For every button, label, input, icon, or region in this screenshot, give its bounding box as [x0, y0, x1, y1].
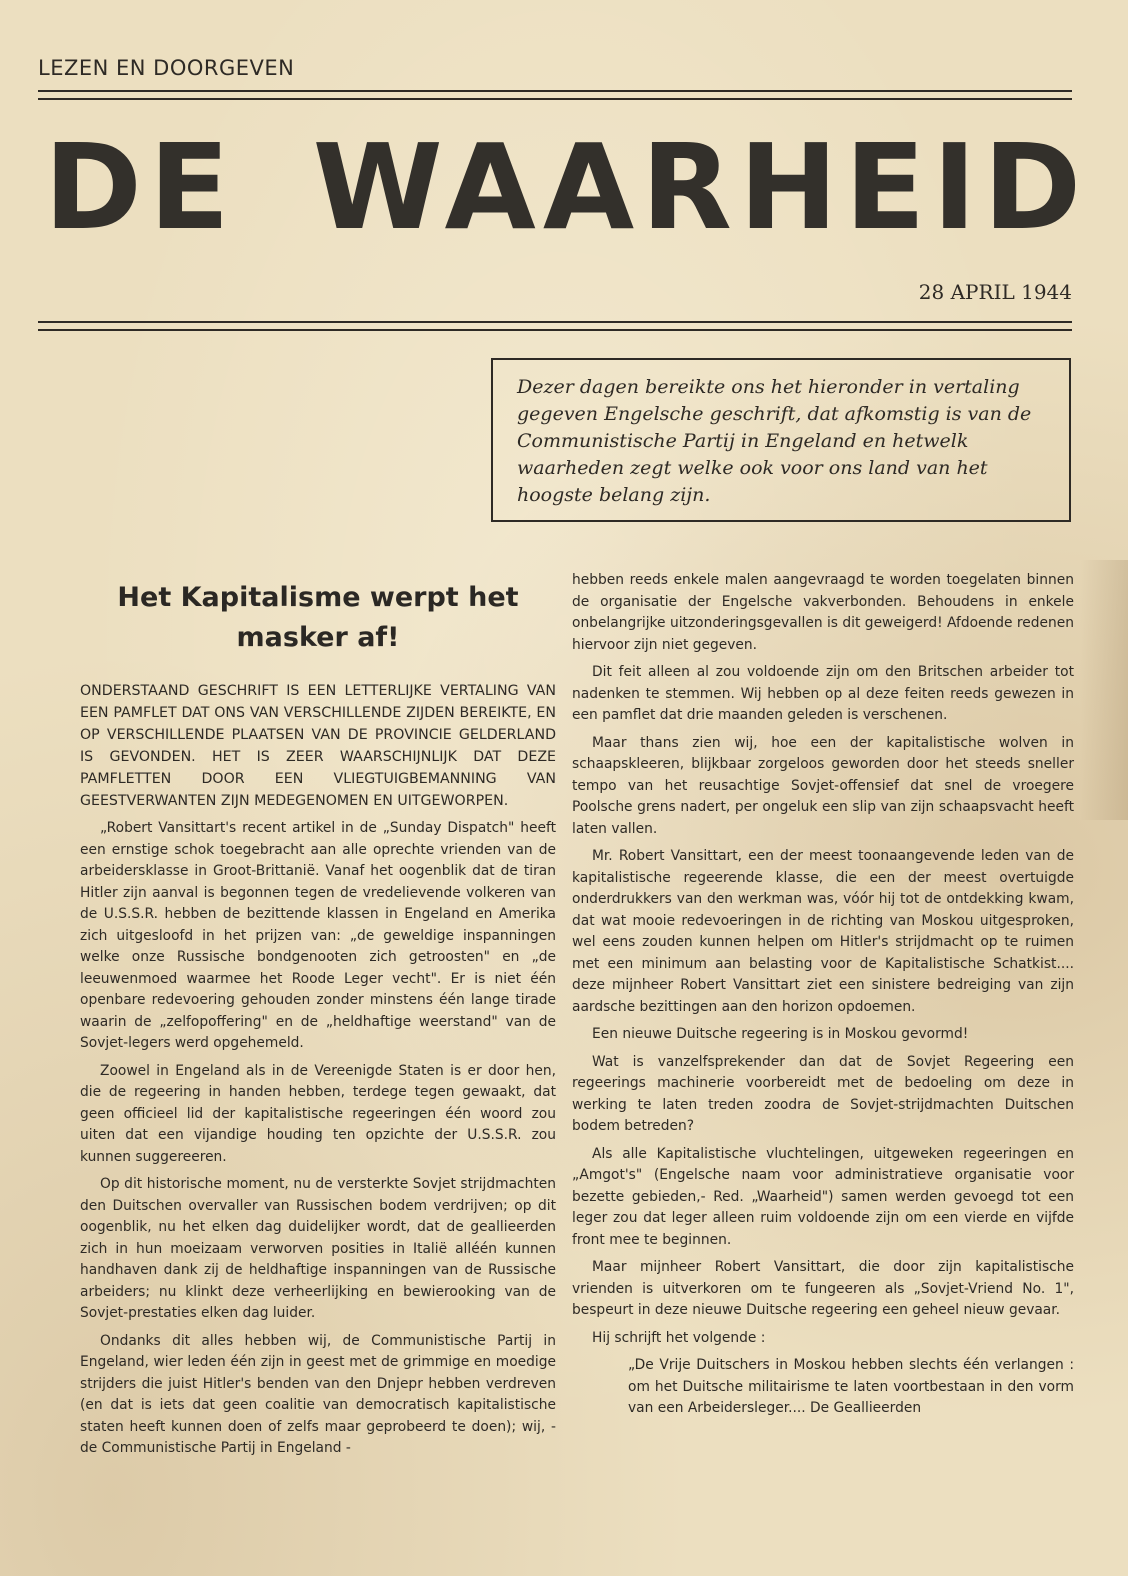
article-headline: Het Kapitalisme werpt het masker af! — [117, 582, 519, 653]
intro-box — [491, 358, 1071, 522]
quotation: „De Vrije Duitschers in Moskou hebben slechts één verlangen : om het Duitsche militairisme te laten voortbestaan in den vorm van een Arbeidersleger.... De Geallieerden — [628, 1357, 1074, 1416]
issue-date: 28 APRIL 1944 — [918, 280, 1072, 304]
bottom-double-rule — [38, 321, 1072, 331]
right-column — [572, 570, 1074, 1426]
left-column — [80, 570, 556, 1466]
left-paragraph-3: Op dit historische moment, nu de versterkte Sovjet strijdmachten den Duitschen overvaller van Russischen bodem verdrijven; op dit oogenblik, nu het elken dag duidelijker wordt, dat de geallieerden zich in hun moeizaam verworven posities in Italië alléén kunnen handhaven dank zij de heldhaftige inspanningen van de Russische arbeiders; nu klinkt deze verheerlijking en bewierooking van de Sovjet-prestaties elken dag luider. — [80, 1176, 556, 1321]
article-lead: ONDERSTAAND GESCHRIFT IS EEN LETTERLIJKE VERTALING VAN EEN PAMFLET DAT ONS VAN VERSCHILLENDE ZIJDEN BEREIKTE, EN OP VERSCHILLENDE PLAATSEN VAN DE PROVINCIE GELDERLAND IS GEVONDEN. HET IS ZEER WAARSCHIJNLIJK DAT DEZE PAMFLETTEN DOOR EEN VLIEGTUIGBEMANNING VAN GEESTVERWANTEN ZIJN MEDEGENOMEN EN UITGEWORPEN. — [80, 683, 556, 809]
left-paragraph-4: Ondanks dit alles hebben wij, de Communistische Partij in Engeland, wier leden één zijn in geest met de grimmige en moedige strijders die juist Hitler's benden van den Dnjepr hebben verdreven (en dat is iets dat geen coalitie van democratisch kapitalistische staten heeft kunnen doen of zelfs maar geprobeerd te doen); wij, - de Communistische Partij in Engeland - — [80, 1332, 556, 1456]
left-paragraph-1: „Robert Vansittart's recent artikel in de „Sunday Dispatch" heeft een ernstige schok toegebracht aan alle oprechte vrienden van de arbeidersklasse in Groot-Brittanië. Vanaf het oogenblik dat de tiran Hitler zijn aanval is begonnen tegen de vredelievende volkeren van de U.S.S.R. hebben de bezittende klassen in Engeland en Amerika zich uitgesloofd in het prijzen van: „de geweldige inspanningen welke onze Russische bondgenooten zich getroosten" en „de leeuwenmoed waarmee het Roode Leger vecht". Er is niet één openbare redevoering gehouden zonder minstens één lange tirade waarin de „zelfopoffering" en de „heldhaftige weerstand" van de Sovjet-legers werd opgehemeld. — [80, 820, 556, 1051]
kicker-text: LEZEN EN DOORGEVEN — [38, 56, 295, 80]
right-paragraph-1: hebben reeds enkele malen aangevraagd te worden toegelaten binnen de organisatie der Engelsche vakverbonden. Behoudens in enkele onbelangrijke uitzonderingsgevallen is dit geweigerd! Afdoende redenen hiervoor zijn niet gegeven. — [572, 572, 1074, 653]
right-paragraph-6: Wat is vanzelfsprekender dan dat de Sovjet Regeering een regeerings machinerie voorbereidt met de bedoeling om deze in werking te laten treden zoodra de Sovjet-strijdmachten Duitschen bodem betreden? — [572, 1053, 1074, 1134]
left-paragraph-2: Zoowel in Engeland als in de Vereenigde Staten is er door hen, die de regeering in handen hebben, terdege tegen gewaakt, dat geen officieel lid der kapitalistische regeeringen één woord zou uiten dat een vijandige houding ten opzichte der U.S.S.R. zou kunnen suggereeren. — [80, 1062, 556, 1165]
intro-text: Dezer dagen bereikte ons het hieronder in vertaling gegeven Engelsche geschrift, dat afkomstig is van de Communistische Partij in Engeland en hetwelk waarheden zegt welke ook voor ons land van het hoogste belang zijn. — [517, 376, 1032, 506]
top-double-rule — [38, 90, 1072, 100]
right-paragraph-7: Als alle Kapitalistische vluchtelingen, uitgeweken regeeringen en „Amgot's" (Engelsche naam voor administratieve organisatie voor bezette gebieden,- Red. „Waarheid") samen werden gevoegd tot een leger zou dat leger alleen ruim voldoende zijn om een vierde en vijfde front mee te beginnen. — [572, 1145, 1074, 1248]
right-paragraph-9: Hij schrijft het volgende : — [592, 1329, 766, 1346]
right-paragraph-2: Dit feit alleen al zou voldoende zijn om den Britschen arbeider tot nadenken te stemmen. Wij hebben op al deze feiten reeds gewezen in een pamflet dat drie maanden geleden is verschenen. — [572, 664, 1074, 723]
right-paragraph-3: Maar thans zien wij, hoe een der kapitalistische wolven in schaapskleeren, blijkbaar zorgeloos geworden door het steeds sneller tempo van het reusachtige Sovjet-offensief dat snel de vroegere Poolsche grens nadert, per ongeluk een slip van zijn schaapsvacht heeft laten vallen. — [572, 734, 1074, 837]
right-paragraph-8: Maar mijnheer Robert Vansittart, die door zijn kapitalistische vrienden is uitverkoren om te fungeeren als „Sovjet-Vriend No. 1", bespeurt in deze nieuwe Duitsche regeering een geheel nieuw gevaar. — [572, 1259, 1074, 1318]
right-paragraph-4: Mr. Robert Vansittart, een der meest toonaangevende leden van de kapitalistische regeerende klasse, die een der meest overtuigde onderdrukkers van den werkman was, vóór hij tot de ontdekking kwam, dat wat mooie redevoeringen in de richting van Moskou uitgesproken, wel eens zouden kunnen helpen om Hitler's strijdmacht op te ruimen met een minimum aan belasting voor de Kapitalistische Schatkist.... deze mijnheer Robert Vansittart ziet een sinistere bedreiging van zijn aardsche bezittingen aan den horizon opdoemen. — [572, 848, 1074, 1015]
right-paragraph-5: Een nieuwe Duitsche regeering is in Moskou gevormd! — [592, 1026, 969, 1042]
paper-fold — [1080, 560, 1128, 820]
masthead-title: DE WAARHEID — [44, 118, 1089, 256]
